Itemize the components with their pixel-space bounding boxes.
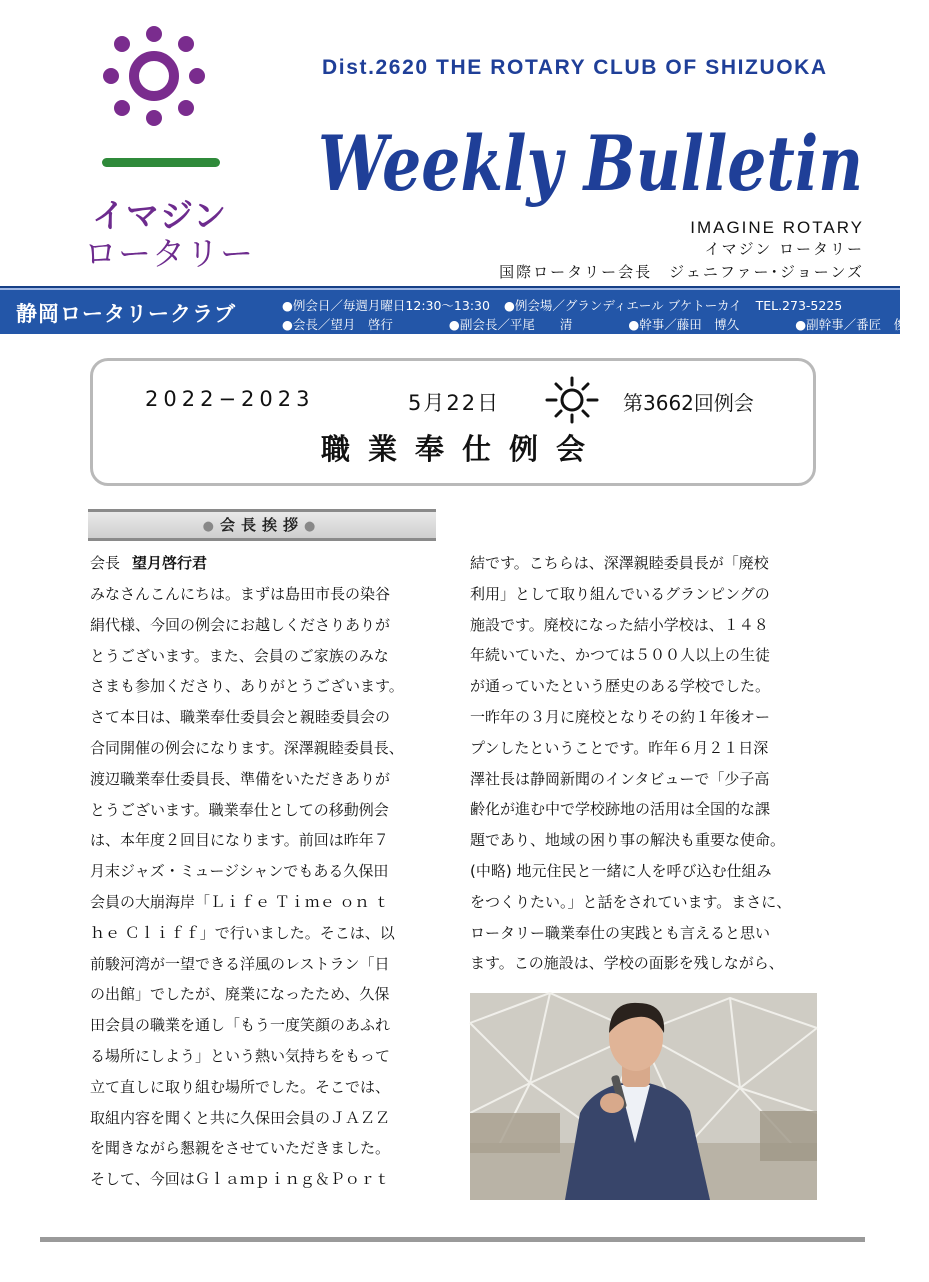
article-line: 取組内容を聞くと共に久保田会員のＪＡＺＺ [90,1108,391,1127]
article-column-right [470,548,820,979]
article-line: プンしたということです。昨年６月２１日深 [470,738,769,757]
photo-illustration [470,993,817,1200]
article-line: ロータリー職業奉仕の実践とも言えると思い [470,923,771,942]
section-header-president-greeting: ●会長挨拶● [88,509,436,541]
article-line: 齢化が進む中で学校跡地の活用は全国的な課 [470,800,771,819]
meeting-day: ●例会日／毎週月曜日12:30〜13:30 [282,298,490,313]
club-president: ●会長／望月 啓行 [282,317,393,332]
sun-icon [545,375,599,429]
club-vice-secretary: ●副幹事／番匠 俊行 [795,317,919,332]
speaker-photo [470,993,817,1200]
article-line: 絹代様、今回の例会にお越しくださりありが [90,615,391,634]
article-line: 田会員の職業を通し「もう一度笑顔のあふれ [90,1016,391,1035]
meeting-info-box [90,358,816,486]
article-line: の出館」でしたが、廃業になったため、久保 [90,985,390,1004]
theme-japanese: イマジン ロータリー [704,240,864,258]
byline-role: 会長 [90,554,121,572]
article-line: そして、今回はＧｌａｍｐｉｎｇ＆Ｐｏｒｔ [90,1170,390,1189]
article-line: ｈｅ Ｃｌｉｆｆ」で行いました。そこは、以 [90,923,395,942]
ri-president: 国際ロータリー会長 ジェニファー･ジョーンズ [499,263,864,281]
rotary-year: 2022−2023 [145,387,315,411]
article-line: 渡辺職業奉仕委員長、準備をいただきありが [90,769,391,788]
article-line: (中略) 地元住民と一緒に人を呼び込む仕組み [470,861,772,880]
section-label: 会長挨拶 [219,516,304,534]
club-secretary: ●幹事／藤田 博久 [628,317,740,332]
article-byline [90,552,207,573]
theme-english: IMAGINE ROTARY [690,218,864,237]
article-line: る場所にしよう」という熱い気持ちをもって [90,1046,391,1065]
meeting-date: 5月22日 [408,391,501,415]
club-info-bar [0,286,919,334]
article-line: とうございます。職業奉仕としての移動例会 [90,800,389,819]
club-telephone: TEL.273-5225 [755,298,843,313]
article-line: 施設です。廃校になった結小学校は、１４８ [470,615,769,634]
article-line: 年続いていた、かつては５００人以上の生徒 [470,646,771,665]
rotary-logo [100,20,230,180]
article-line: が通っていたという歴史のある学校でした。 [470,677,771,696]
byline-name: 望月啓行君 [132,554,208,572]
article-line: 題であり、地域の困り事の解決も重要な使命。 [470,831,786,850]
article-line: 一昨年の３月に廃校となりその約１年後オー [470,707,771,726]
article-line: 澤社長は静岡新聞のインタビューで「少子高 [470,769,770,788]
article-column-left [90,579,440,1195]
article-line: 立て直しに取り組む場所でした。そこでは、 [90,1077,391,1096]
meeting-title: 職業奉仕例会 [320,432,603,466]
club-info-row-1 [282,296,852,314]
article-line: 利用」として取り組んでいるグランピングの [470,584,770,603]
logo-text-rotary: ロータリー [84,234,254,273]
district-title: Dist.2620 THE ROTARY CLUB OF SHIZUOKA [322,56,828,79]
club-info-row-2 [282,315,929,333]
article-line: ます。この施設は、学校の面影を残しながら、 [470,954,784,973]
article-line: 前駿河湾が一望できる洋風のレストラン「日 [90,954,390,973]
logo-text-imagine: イマジン [92,196,228,235]
article-line: を聞きながら懇親をさせていただきました。 [90,1139,391,1158]
article-line: は、本年度２回目になります。前回は昨年７ [90,831,389,850]
imagine-rotary-logo-icon [100,20,230,180]
footer-rule [40,1237,865,1242]
svg-text:Weekly Bulletin: Weekly Bulletin [318,119,863,208]
article-line: さまも参加くださり、ありがとうございます。 [90,677,404,696]
club-name: 静岡ロータリークラブ [16,302,236,326]
article-line: とうございます。また、会員のご家族のみな [90,646,389,665]
article-line: 結です。こちらは、深澤親睦委員長が「廃校 [470,554,769,572]
meeting-number: 第3662回例会 [623,391,754,415]
article-line: 月末ジャズ・ミュージシャンでもある久保田 [90,862,389,881]
article-line: 合同開催の例会になります。深澤親睦委員長、 [90,738,404,757]
article-line: 会員の大崩海岸「Ｌｉｆｅ Ｔｉｍｅ ｏｎ ｔ [90,892,390,911]
club-bar-rule [0,288,900,290]
weekly-bulletin-script-title [318,120,878,215]
club-vice-president: ●副会長／平尾 清 [448,317,573,332]
article-line: みなさんこんにちは。まずは島田市長の染谷 [90,585,391,603]
article-line: さて本日は、職業奉仕委員会と親睦委員会の [90,708,391,727]
article-line: をつくりたい。」と話をされています。まさに、 [470,892,792,911]
meeting-venue: ●例会場／グランディエール ブケトーカイ [503,298,742,313]
